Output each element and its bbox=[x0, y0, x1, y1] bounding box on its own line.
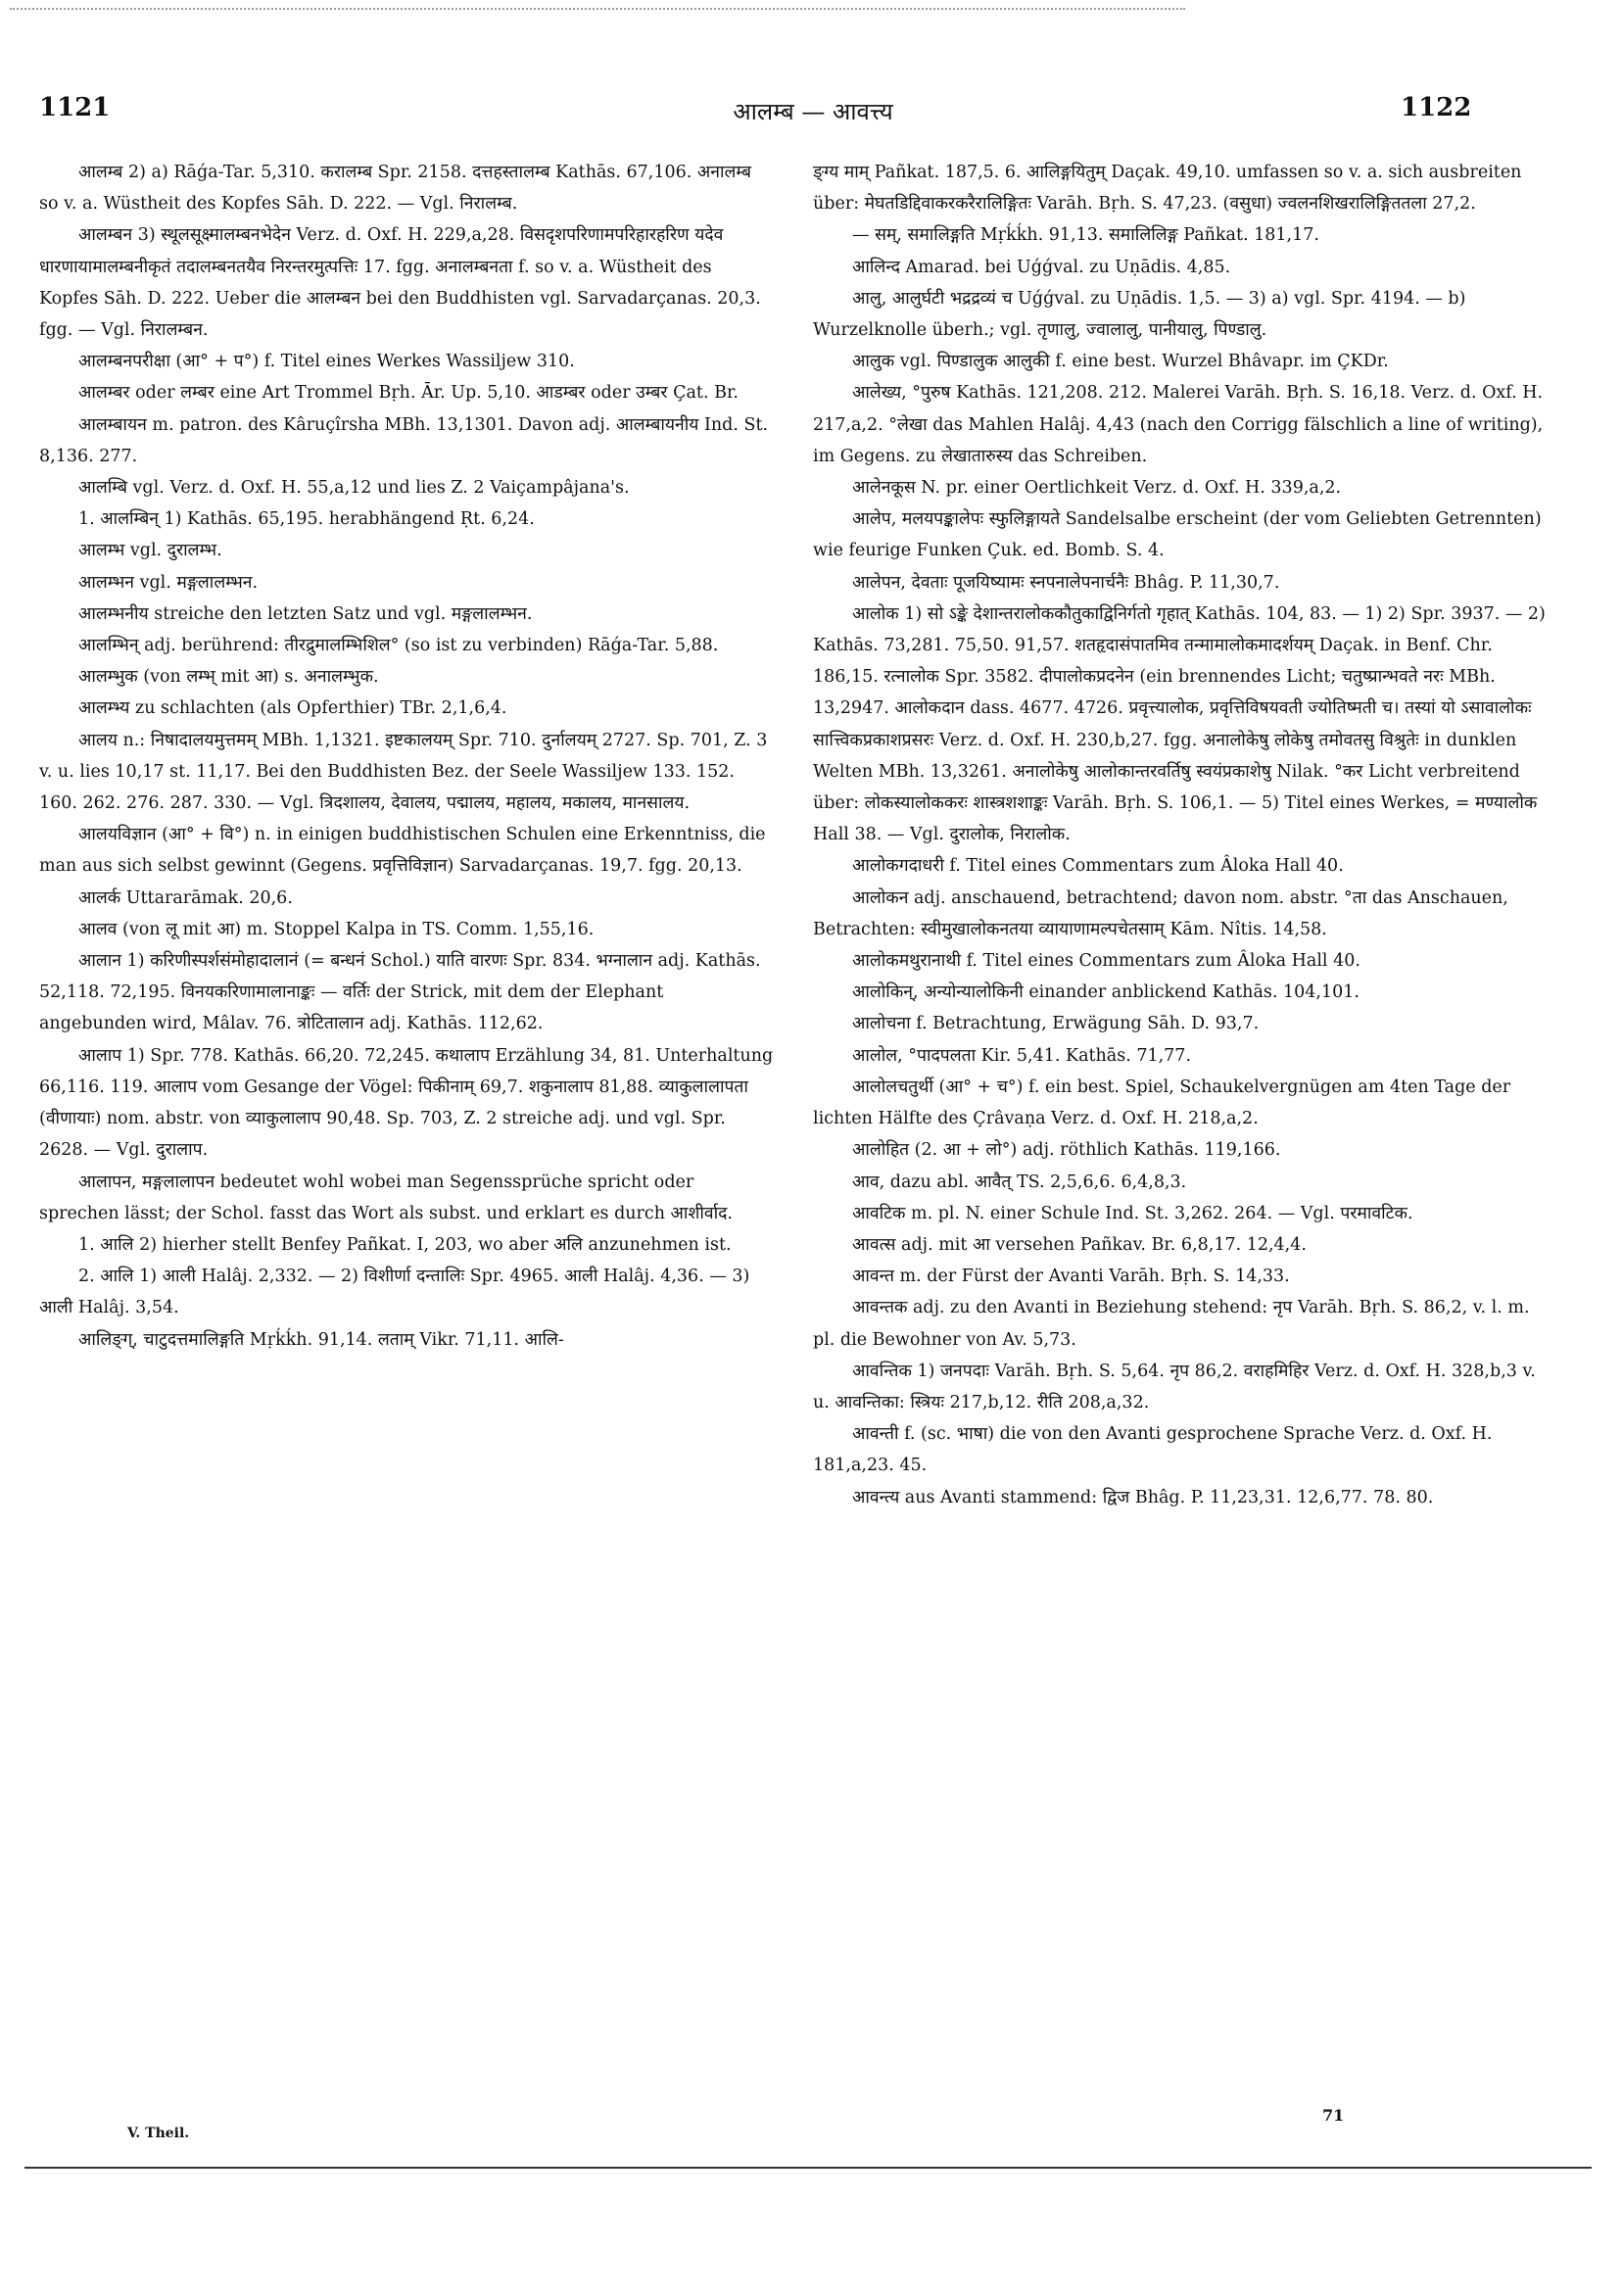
dictionary-entry: 1. आलम्बिन् 1) Kathās. 65,195. herabhängend Ṛt. 6,24. bbox=[78, 509, 535, 530]
bottom-rule bbox=[24, 2167, 1592, 2169]
dictionary-entry: आलोहित (2. आ + लो°) adj. röthlich Kathās. 119,166. bbox=[852, 1140, 1281, 1161]
dictionary-entry: आव, dazu abl. आवैत् TS. 2,5,6,6. 6,4,8,3. bbox=[852, 1172, 1187, 1192]
dictionary-entry: आलान 1) करिणीस्पर्शसंमोहादालानं (= बन्धनं Schol.) याति वारणः Spr. 834. भग्नालान adj. Kathās. 52,118. 72,195. विनयकरिणामालानाङ्कः — वर्तिः der Strick, mit dem der Elephant angebunden wird, Mâlav. 76. त्रोटितालान adj. Kathās. 112,62. bbox=[39, 951, 761, 1034]
dictionary-entry: आवन्त्य aus Avanti stammend: द्विज Bhâg. P. 11,23,31. 12,6,77. 78. 80. bbox=[852, 1487, 1434, 1507]
dictionary-entry: आलम्ब 2) a) Rāǵa-Tar. 5,310. करालम्ब Spr. 2158. दत्तहस्तालम्ब Kathās. 67,106. अनालम्ब so v. a. Wüstheit des Kopfes Sāh. D. 222. — Vgl. निरालम्ब. bbox=[39, 163, 752, 215]
running-title: आलम्ब — आवत्त्य bbox=[733, 98, 893, 125]
dictionary-entry: आलम्बर oder लम्बर eine Art Trommel Bṛh. Ār. Up. 5,10. आडम्बर oder उम्बर Çat. Br. bbox=[78, 383, 739, 404]
dictionary-entry: आलम्भ्य zu schlachten (als Opferthier) TBr. 2,1,6,4. bbox=[78, 698, 507, 719]
dictionary-entry: आलम्भनीय streiche den letzten Satz und vgl. मङ्गलालम्भन. bbox=[78, 603, 533, 624]
dictionary-entry: आलुक vgl. पिण्डालुक आलुकी f. eine best. Wurzel Bhâvapr. im ÇKDr. bbox=[852, 352, 1389, 372]
dictionary-entry: आलोल, °पादपलता Kir. 5,41. Kathās. 71,77. bbox=[852, 1045, 1192, 1066]
page-header bbox=[0, 93, 1622, 132]
dictionary-entry: 2. आलि 1) आली Halâj. 2,332. — 2) विशीर्णा दन्तालिः Spr. 4965. आली Halâj. 4,36. — 3) आली Halâj. 3,54. bbox=[39, 1267, 750, 1318]
dictionary-entry: आलम्बि vgl. Verz. d. Oxf. H. 55,a,12 und lies Z. 2 Vaiçampâjana's. bbox=[78, 478, 630, 499]
dictionary-entry: आलिन्द Amarad. bei Uǵǵval. zu Uṇādis. 4,85. bbox=[852, 257, 1231, 277]
dictionary-entry: आलोक 1) सो ऽङ्के देशान्तरालोककौतुकाद्विनिर्गतो गृहात् Kathās. 104, 83. — 1) 2) Spr. 3937. — 2) Kathās. 73,281. 75,50. 91,57. शतहृदासंपातमिव तन्मामालोकमादर्शयम् Daçak. in Benf. Chr. 186,15. रत्नालोक Spr. 3582. दीपालोकप्रदनेन (ein brennendes Licht; चतुष्प्रान्भवते नरः MBh. 13,2947. आलोकदान dass. 4677. 4726. प्रवृत्त्यालोक, प्रवृत्तिविषयवती ज्योतिष्मती च। तस्यां यो ऽसावालोकः सात्त्विकप्रकाशप्रसरः Verz. d. Oxf. H. 230,b,27. fgg. अनालोकेषु लोकेषु तमोवतसु विश्रुतेः in dunklen Welten MBh. 13,3261. अनालोकेषु आलोकान्तरवर्तिषु स्वयंप्रकाशेषु Nilak. °कर Licht verbreitend über: लोकस्यालोककरः शास्त्रशशाङ्कः Varāh. Bṛh. S. 106,1. — 5) Titel eines Werkes, = मण्यालोक Hall 38. — Vgl. दुरालोक, निरालोक. bbox=[813, 603, 1546, 845]
dictionary-entry: आलिङ्ग्, चाटुदत्तमालिङ्गति Mṛḱḱh. 91,14. लताम् Vikr. 71,11. आलि- bbox=[78, 1329, 564, 1350]
dictionary-entry: आलेनकूस N. pr. einer Oertlichkeit Verz. d. Oxf. H. 339,a,2. bbox=[852, 478, 1342, 499]
page-number-left: 1121 bbox=[39, 93, 111, 122]
dictionary-entry: आलोलचतुर्थी (आ° + च°) f. ein best. Spiel, Schaukelvergnügen am 4ten Tage der lichten Hälfte des Çrâvaṇa Verz. d. Oxf. H. 218,a,2. bbox=[813, 1076, 1511, 1129]
dictionary-entry: आवत्स adj. mit आ versehen Pañkav. Br. 6,8,17. 12,4,4. bbox=[852, 1234, 1307, 1255]
dictionary-entry: आलम्भन vgl. मङ्गलालम्भन. bbox=[78, 572, 259, 593]
dictionary-entry: आलम्बन 3) स्थूलसूक्ष्मालम्बनभेदेन Verz. d. Oxf. H. 229,a,28. विसदृशपरिणामपरिहारहरिण यदेव धारणायामालम्बनीकृतं तदालम्बनतयैव निरन्तरमुत्पत्तिः 17. fgg. अनालम्बनता f. so v. a. Wüstheit des Kopfes Sāh. D. 222. Ueber die आलम्बन bei den Buddhisten vgl. Sarvadarçanas. 20,3. fgg. — Vgl. निरालम्बन. bbox=[39, 225, 761, 341]
dictionary-entry: आलोकन adj. anschauend, betrachtend; davon nom. abstr. °ता das Anschauen, Betrachten: स्वीमुखालोकनतया व्यायाणामल्पचेतसाम् Kām. Nîtis. 14,58. bbox=[813, 887, 1508, 939]
dictionary-entry: आलर्क Uttararāmak. 20,6. bbox=[78, 887, 293, 908]
dictionary-entry: आलोचना f. Betrachtung, Erwägung Sāh. D. 93,7. bbox=[852, 1014, 1260, 1034]
signature-sheet-number: 71 bbox=[1322, 2106, 1345, 2125]
dictionary-entry: आलम्बायन m. patron. des Kâruçîrsha MBh. 13,1301. Davon adj. आलम्बायनीय Ind. St. 8,136. 277. bbox=[39, 414, 769, 466]
dictionary-entry: आलाप 1) Spr. 778. Kathās. 66,20. 72,245. कथालाप Erzählung 34, 81. Unterhaltung 66,116. 119. आलाप vom Gesange der Vögel: पिकीनाम् 69,7. शकुनालाप 81,88. व्याकुलालापता (वीणायाः) nom. abstr. von व्याकुलालाप 90,48. Sp. 703, Z. 2 streiche adj. und vgl. Spr. 2628. — Vgl. दुरालाप. bbox=[39, 1045, 774, 1161]
dictionary-entry: — सम्, समालिङ्गति Mṛḱḱh. 91,13. समालिलिङ्ग Pañkat. 181,17. bbox=[852, 225, 1319, 246]
dictionary-entry: आवन्ती f. (sc. भाषा) die von den Avanti gesprochene Sprache Verz. d. Oxf. H. 181,a,23. 45. bbox=[813, 1424, 1493, 1476]
dictionary-entry: आलेपन, देवताः पूजयिष्यामः स्नपनालेपनार्चनैः Bhâg. P. 11,30,7. bbox=[852, 572, 1280, 593]
dictionary-entry: 1. आलि 2) hierher stellt Benfey Pañkat. I, 203, wo aber अलि anzunehmen ist. bbox=[78, 1234, 732, 1255]
dictionary-entry: आलापन, मङ्गलालापन bedeutet wohl wobei man Segenssprüche spricht oder sprechen lässt; der Schol. fasst das Wort als subst. und erklart es durch आशीर्वाद. bbox=[39, 1172, 733, 1223]
dictionary-entry: आवटिक m. pl. N. einer Schule Ind. St. 3,262. 264. — Vgl. परमावटिक. bbox=[852, 1203, 1413, 1223]
dictionary-entry: आलयविज्ञान (आ° + वि°) n. in einigen buddhistischen Schulen eine Erkenntniss, die man aus sich selbst gewinnt (Gegens. प्रवृत्तिविज्ञान) Sarvadarçanas. 19,7. fgg. 20,13. bbox=[39, 825, 766, 877]
dictionary-entry: आलम्भुक (von लम्भ् mit आ) s. अनालम्भुक. bbox=[78, 667, 379, 688]
dictionary-entry: आवन्तक adj. zu den Avanti in Beziehung stehend: नृप Varāh. Bṛh. S. 86,2, v. l. m. pl. die Bewohner von Av. 5,73. bbox=[813, 1298, 1530, 1350]
dictionary-entry: आलम्भ vgl. दुरालम्भ. bbox=[78, 541, 222, 561]
page-number-right: 1122 bbox=[1401, 93, 1472, 122]
dictionary-entry: आलय n.: निषादालयमुत्तमम् MBh. 1,1321. इष्टकालयम् Spr. 710. दुर्नालयम् 2727. Sp. 701, Z. 3 v. u. lies 10,17 st. 11,17. Bei den Buddhisten Bez. der Seele Wassiljew 133. 152. 160. 262. 276. 287. 330. — Vgl. त्रिदशालय, देवालय, पद्मालय, महालय, मकालय, मानसालय. bbox=[39, 730, 768, 814]
dictionary-entry: आलव (von लू mit आ) m. Stoppel Kalpa in TS. Comm. 1,55,16. bbox=[78, 919, 595, 939]
dictionary-entry: आलु, आलुर्घटी भद्रद्रव्यं च Uǵǵval. zu Uṇādis. 1,5. — 3) a) vgl. Spr. 4194. — b) Wurzelknolle überh.; vgl. तृणालु, ज्वालालु, पानीयालु, पिण्डालु. bbox=[813, 288, 1466, 341]
dictionary-entry: आलोकमथुरानाथी f. Titel eines Commentars zum Âloka Hall 40. bbox=[852, 951, 1360, 972]
dictionary-entry: आलोकगदाधरी f. Titel eines Commentars zum Âloka Hall 40. bbox=[852, 856, 1344, 877]
dictionary-entry: आलोकिन्, अन्योन्यालोकिनी einander anblickend Kathās. 104,101. bbox=[852, 982, 1360, 1003]
signature-volume: V. Theil. bbox=[127, 2126, 190, 2141]
dictionary-entry: आलम्भिन् adj. berührend: तीरद्रुमालम्भिशिल° (so ist zu verbinden) Rāǵa-Tar. 5,88. bbox=[78, 636, 719, 656]
dictionary-entry: आवन्त m. der Fürst der Avanti Varāh. Bṛh. S. 14,33. bbox=[852, 1267, 1290, 1287]
dictionary-entry: आलेप, मलयपङ्कालेपः स्फुलिङ्गायते Sandelsalbe erscheint (der vom Geliebten Getrennten) wie feurige Funken Çuk. ed. Bomb. S. 4. bbox=[813, 509, 1542, 561]
dictionary-entry: आलेख्य, °पुरुष Kathās. 121,208. 212. Malerei Varāh. Bṛh. S. 16,18. Verz. d. Oxf. H. 217,a,2. °लेखा das Mahlen Halâj. 4,43 (nach den Corrigg fälschlich a line of writing), im Gegens. zu लेखातारुस्य das Schreiben. bbox=[813, 383, 1544, 466]
scan-edge-line bbox=[10, 8, 1185, 10]
right-column bbox=[813, 157, 1548, 1513]
dictionary-entry: ङ्ग्य माम् Pañkat. 187,5. 6. आलिङ्गयितुम् Daçak. 49,10. umfassen so v. a. sich ausbreiten über: मेघतडिद्दिवाकरकरैरालिङ्गितः Varāh. Bṛh. S. 47,23. (वसुधा) ज्वलनशिखरालिङ्गिततला 27,2. bbox=[813, 163, 1522, 215]
left-column bbox=[39, 157, 774, 1356]
dictionary-entry: आलम्बनपरीक्षा (आ° + प°) f. Titel eines Werkes Wassiljew 310. bbox=[78, 352, 575, 372]
dictionary-entry: आवन्तिक 1) जनपदाः Varāh. Bṛh. S. 5,64. नृप 86,2. वराहमिहिर Verz. d. Oxf. H. 328,b,3 v. u. आवन्तिका: स्त्रियः 217,b,12. रीति 208,a,32. bbox=[813, 1361, 1536, 1412]
